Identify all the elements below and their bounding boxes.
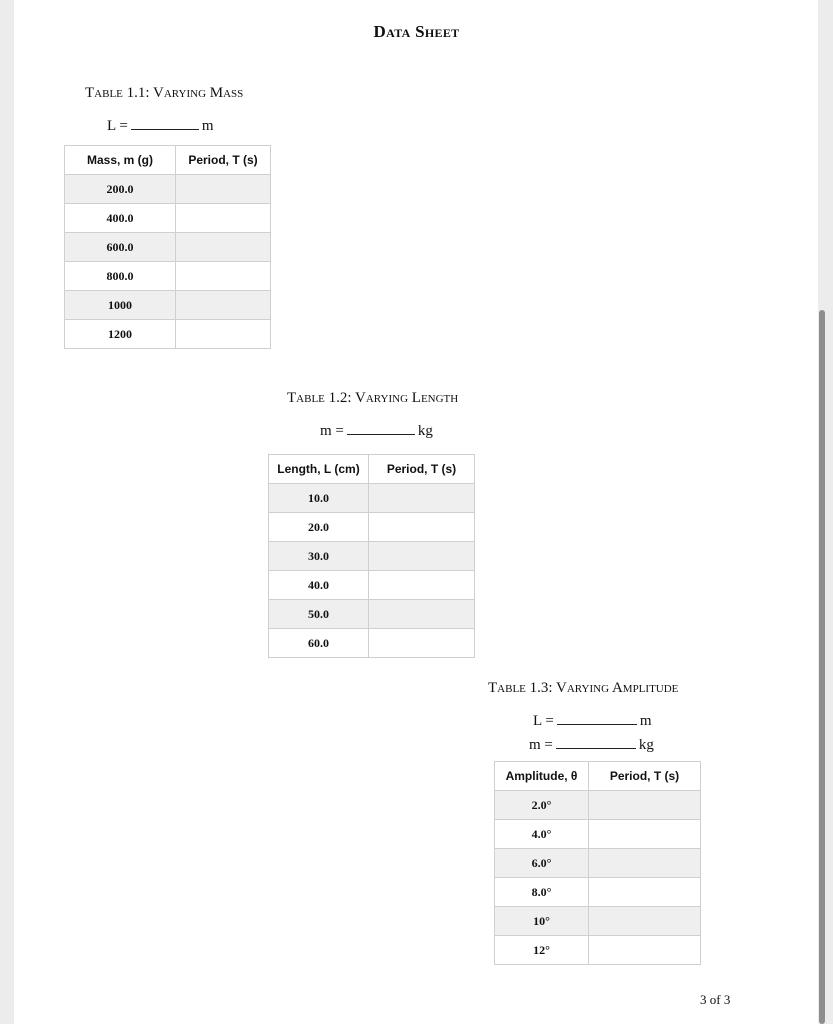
period-cell[interactable] [176,233,271,262]
period-cell[interactable] [589,936,701,965]
param-label: L = [533,713,554,729]
table-2-caption: Table 1.2: Varying Length [287,390,459,406]
length-blank[interactable] [557,712,637,725]
mass-cell: 200.0 [65,175,176,204]
table-row [65,204,271,233]
period-cell[interactable] [589,791,701,820]
param-label: m = [320,423,344,439]
period-cell[interactable] [369,484,475,513]
header-period: Period, T (s) [369,455,475,484]
table-2-mass-param [320,422,433,440]
mass-cell: 400.0 [65,204,176,233]
param-unit: kg [638,737,654,753]
table-row [269,600,475,629]
table-row [65,262,271,291]
mass-blank[interactable] [556,736,636,749]
amplitude-cell: 10° [495,907,589,936]
table-row [65,175,271,204]
table-3-length-param [533,712,652,730]
length-cell: 10.0 [269,484,369,513]
table-varying-mass [64,145,271,349]
period-cell[interactable] [176,262,271,291]
period-cell[interactable] [369,600,475,629]
table-3-caption: Table 1.3: Varying Amplitude [488,680,679,696]
table-row [269,513,475,542]
header-period: Period, T (s) [176,146,271,175]
period-cell[interactable] [589,907,701,936]
page-title: Data Sheet [373,22,460,41]
table-row [269,542,475,571]
header-period: Period, T (s) [589,762,701,791]
length-cell: 40.0 [269,571,369,600]
param-unit: m [639,713,652,729]
amplitude-cell: 12° [495,936,589,965]
length-cell: 30.0 [269,542,369,571]
table-row [65,233,271,262]
table-3-mass-param [529,736,654,754]
period-cell[interactable] [369,513,475,542]
header-amplitude: Amplitude, θ [495,762,589,791]
length-cell: 20.0 [269,513,369,542]
table-varying-length [268,454,475,658]
table-row [495,791,701,820]
table-1-length-param [107,117,214,135]
table-row [495,878,701,907]
param-label: L = [107,118,128,134]
table-1-caption: Table 1.1: Varying Mass [85,85,244,101]
mass-cell: 600.0 [65,233,176,262]
period-cell[interactable] [176,175,271,204]
period-cell[interactable] [369,629,475,658]
period-cell[interactable] [369,542,475,571]
mass-cell: 1200 [65,320,176,349]
table-row [495,849,701,878]
amplitude-cell: 4.0° [495,820,589,849]
table-row [269,484,475,513]
table-row [495,936,701,965]
page-number: 3 of 3 [700,992,731,1007]
amplitude-cell: 8.0° [495,878,589,907]
header-mass: Mass, m (g) [65,146,176,175]
amplitude-cell: 6.0° [495,849,589,878]
period-cell[interactable] [176,204,271,233]
param-label: m = [529,737,553,753]
length-cell: 60.0 [269,629,369,658]
period-cell[interactable] [369,571,475,600]
table-row [495,820,701,849]
param-unit: m [201,118,214,134]
period-cell[interactable] [176,291,271,320]
table-row [495,907,701,936]
length-blank[interactable] [131,117,199,130]
mass-cell: 800.0 [65,262,176,291]
table-varying-amplitude [494,761,701,965]
length-cell: 50.0 [269,600,369,629]
period-cell[interactable] [589,820,701,849]
mass-cell: 1000 [65,291,176,320]
table-row [65,291,271,320]
mass-blank[interactable] [347,422,415,435]
period-cell[interactable] [589,878,701,907]
table-row [269,629,475,658]
param-unit: kg [417,423,433,439]
header-length: Length, L (cm) [269,455,369,484]
period-cell[interactable] [589,849,701,878]
table-row [65,320,271,349]
period-cell[interactable] [176,320,271,349]
amplitude-cell: 2.0° [495,791,589,820]
vertical-scrollbar[interactable] [819,310,825,1024]
table-row [269,571,475,600]
